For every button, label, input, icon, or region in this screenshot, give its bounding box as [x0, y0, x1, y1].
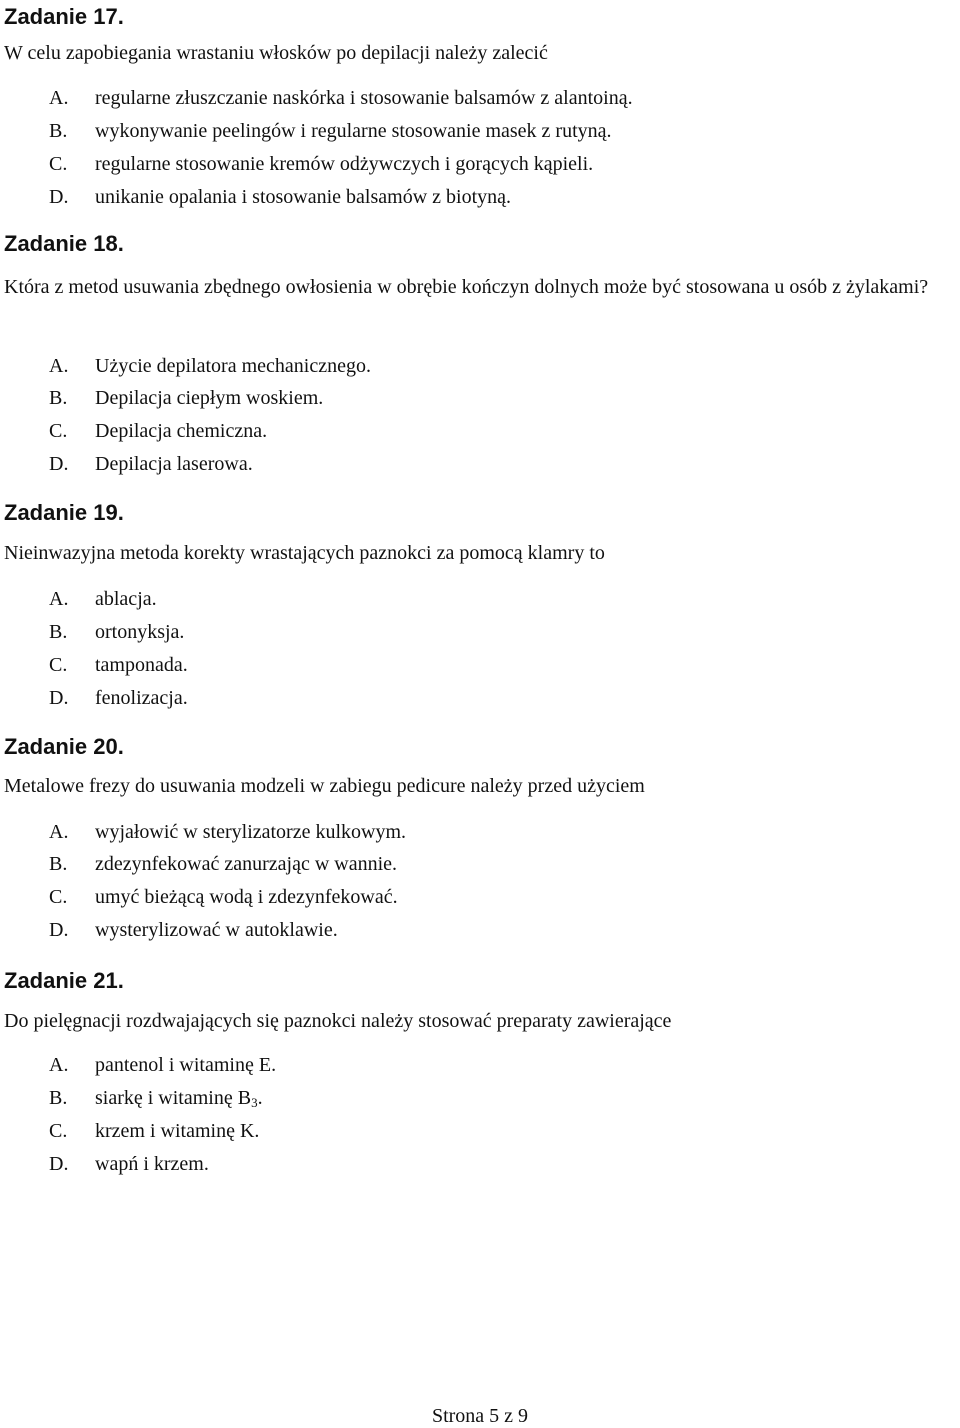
task-20-option-c: C. umyć bieżącą wodą i zdezynfekować. — [49, 886, 398, 908]
task-21-question: Do pielęgnacji rozdwajających się paznokci należy stosować preparaty zawierające — [4, 1010, 672, 1032]
task-21-option-d: D. wapń i krzem. — [49, 1153, 209, 1175]
task-18-title: Zadanie 18. — [4, 231, 124, 256]
task-18-option-b: B. Depilacja ciepłym woskiem. — [49, 387, 324, 409]
task-20-question: Metalowe frezy do usuwania modzeli w zabiegu pedicure należy przed użyciem — [4, 775, 645, 797]
task-19-option-d: D. fenolizacja. — [49, 687, 188, 709]
task-19-option-b: B. ortonyksja. — [49, 621, 185, 643]
task-20-option-d: D. wysterylizować w autoklawie. — [49, 919, 338, 941]
task-21-option-a: A. pantenol i witaminę E. — [49, 1054, 277, 1076]
subscript-number: 3 — [251, 1095, 258, 1110]
task-17-option-a: A. regularne złuszczanie naskórka i stosowanie balsamów z alantoiną. — [49, 87, 633, 109]
task-18-option-d: D. Depilacja laserowa. — [49, 453, 253, 475]
task-17-option-c: C. regularne stosowanie kremów odżywczych i gorących kąpieli. — [49, 153, 594, 175]
task-19-title: Zadanie 19. — [4, 500, 124, 525]
task-19-option-a: A. ablacja. — [49, 588, 157, 610]
task-19-question: Nieinwazyjna metoda korekty wrastających paznokci za pomocą klamry to — [4, 542, 605, 564]
task-20-title: Zadanie 20. — [4, 734, 124, 759]
task-19-option-c: C. tamponada. — [49, 654, 188, 676]
task-17-option-b: B. wykonywanie peelingów i regularne stosowanie masek z rutyną. — [49, 120, 612, 142]
task-17-option-d: D. unikanie opalania i stosowanie balsamów z biotyną. — [49, 186, 512, 208]
task-18-question: Która z metod usuwania zbędnego owłosienia w obrębie kończyn dolnych może być stosowana u osób z żylakami? — [4, 276, 929, 298]
task-21-option-b: B. siarkę i witaminę $B_3$. — [49, 1087, 263, 1110]
task-21-title: Zadanie 21. — [4, 968, 124, 993]
task-17-question: W celu zapobiegania wrastaniu włosków po depilacji należy zalecić — [4, 42, 548, 64]
task-20-option-b: B. zdezynfekować zanurzając w wannie. — [49, 853, 398, 875]
task-17-title: Zadanie 17. — [4, 4, 124, 29]
task-18-option-a: A. Użycie depilatora mechanicznego. — [49, 355, 371, 377]
task-21-option-c: C. krzem i witaminę K. — [49, 1120, 260, 1142]
task-20-option-a: A. wyjałowić w sterylizatorze kulkowym. — [49, 821, 407, 843]
page-number: Strona 5 z 9 — [431, 1405, 529, 1427]
task-18-option-c: C. Depilacja chemiczna. — [49, 420, 268, 442]
